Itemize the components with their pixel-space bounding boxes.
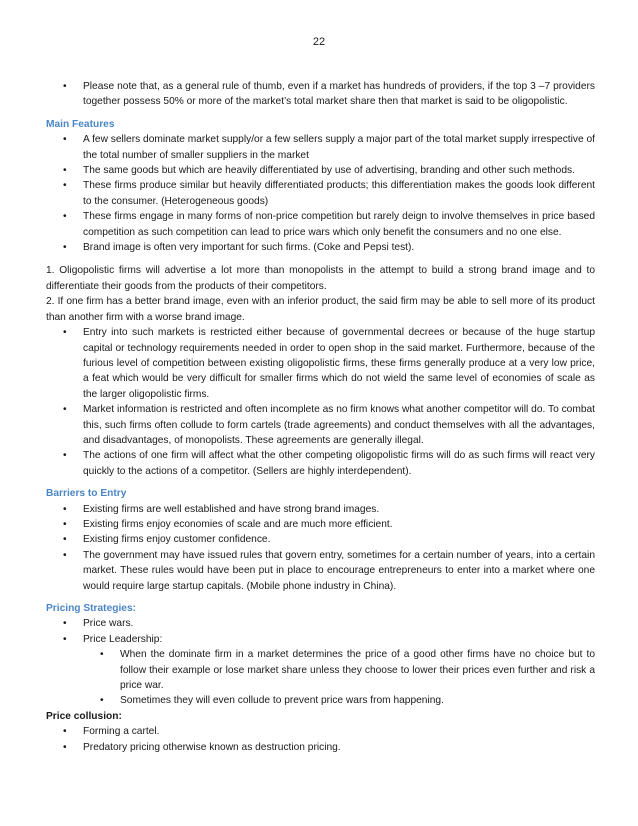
list-item: • Forming a cartel. (46, 724, 595, 739)
list-item: • Market information is restricted and often incomplete as no firm knows what another competitor will do. To combat this, such firms often collude to form cartels (trade agreements) and conduct themselves with all the advantages, and disadvantages, of monopolists. These agreements are generally illegal. (46, 402, 595, 448)
intro-list (46, 79, 595, 110)
list-item: • Sometimes they will even collude to prevent price wars from happening. (83, 693, 595, 708)
list-item: • Price Leadership: (46, 632, 595, 647)
list-item: • When the dominate firm in a market determines the price of a good other firms have no choice but to follow their example or lose market share unless they choose to lower their prices even further and risk a price war. (83, 647, 595, 693)
list-item: • The government may have issued rules that govern entry, sometimes for a certain number of years, into a certain market. These rules would have been put in place to encourage entrepreneurs to enter into a market where one would require large startup capitals. (Mobile phone industry in China). (46, 548, 595, 594)
numbered-paragraph: 2. If one firm has a better brand image, even with an inferior product, the said firm may be able to sell more of its product than another firm with a worse brand image. (46, 296, 595, 323)
list-item: • Brand image is often very important for such firms. (Coke and Pepsi test). (46, 240, 595, 255)
list-item: • A few sellers dominate market supply/or a few sellers supply a major part of the total market supply irrespective of the total number of smaller suppliers in the market (46, 132, 595, 163)
price-leadership-sublist (46, 647, 595, 709)
list-item: • Entry into such markets is restricted either because of governmental decrees or because of the huge startup capital or technology requirements needed in order to open shop in the said market. Furthermore, because of the furious level of competition between existing oligopolistic firms, these firms generally produce at a very low price, a feat which would be very difficult for smaller firms which do not wield the same level of economies of scale as the larger oligopolistic firms. (46, 325, 595, 402)
pricing-list (46, 616, 595, 647)
page-number: 22 (312, 36, 326, 48)
section-heading-main-features: Main Features (46, 118, 115, 130)
list-item: • Predatory pricing otherwise known as destruction pricing. (46, 740, 595, 755)
page-content (46, 79, 595, 755)
list-item: • Existing firms are well established and have strong brand images. (46, 502, 595, 517)
collusion-list (46, 724, 595, 755)
list-item: • The same goods but which are heavily differentiated by use of advertising, branding and other such methods. (46, 163, 595, 178)
section-heading-barriers: Barriers to Entry (46, 488, 127, 500)
list-item: • These firms produce similar but heavily differentiated products; this differentiation makes the goods look different to the consumer. (Heterogeneous goods) (46, 178, 595, 209)
list-item: • These firms engage in many forms of non-price competition but rarely deign to involve themselves in price based competition as such competition can lead to price wars which only benefit the consumers and no one else. (46, 209, 595, 240)
section-heading-collusion: Price collusion: (46, 710, 122, 722)
list-item: • Existing firms enjoy customer confidence. (46, 532, 595, 547)
barriers-list (46, 502, 595, 594)
numbered-paragraph: 1. Oligopolistic firms will advertise a lot more than monopolists in the attempt to build a strong brand image and to differentiate their goods from the products of their competitors. (46, 265, 595, 292)
more-features-list (46, 325, 595, 479)
list-item: • Please note that, as a general rule of thumb, even if a market has hundreds of providers, if the top 3 –7 providers together possess 50% or more of the market’s total market share then that market is said to be oligopolistic. (46, 79, 595, 110)
main-features-list (46, 132, 595, 255)
list-item: • Price wars. (46, 616, 595, 631)
list-item: • Existing firms enjoy economies of scale and are much more efficient. (46, 517, 595, 532)
list-item: • The actions of one firm will affect what the other competing oligopolistic firms will do as such firms will react very quickly to the actions of a competitor. (Sellers are highly interdependent). (46, 448, 595, 479)
section-heading-pricing: Pricing Strategies: (46, 603, 137, 614)
